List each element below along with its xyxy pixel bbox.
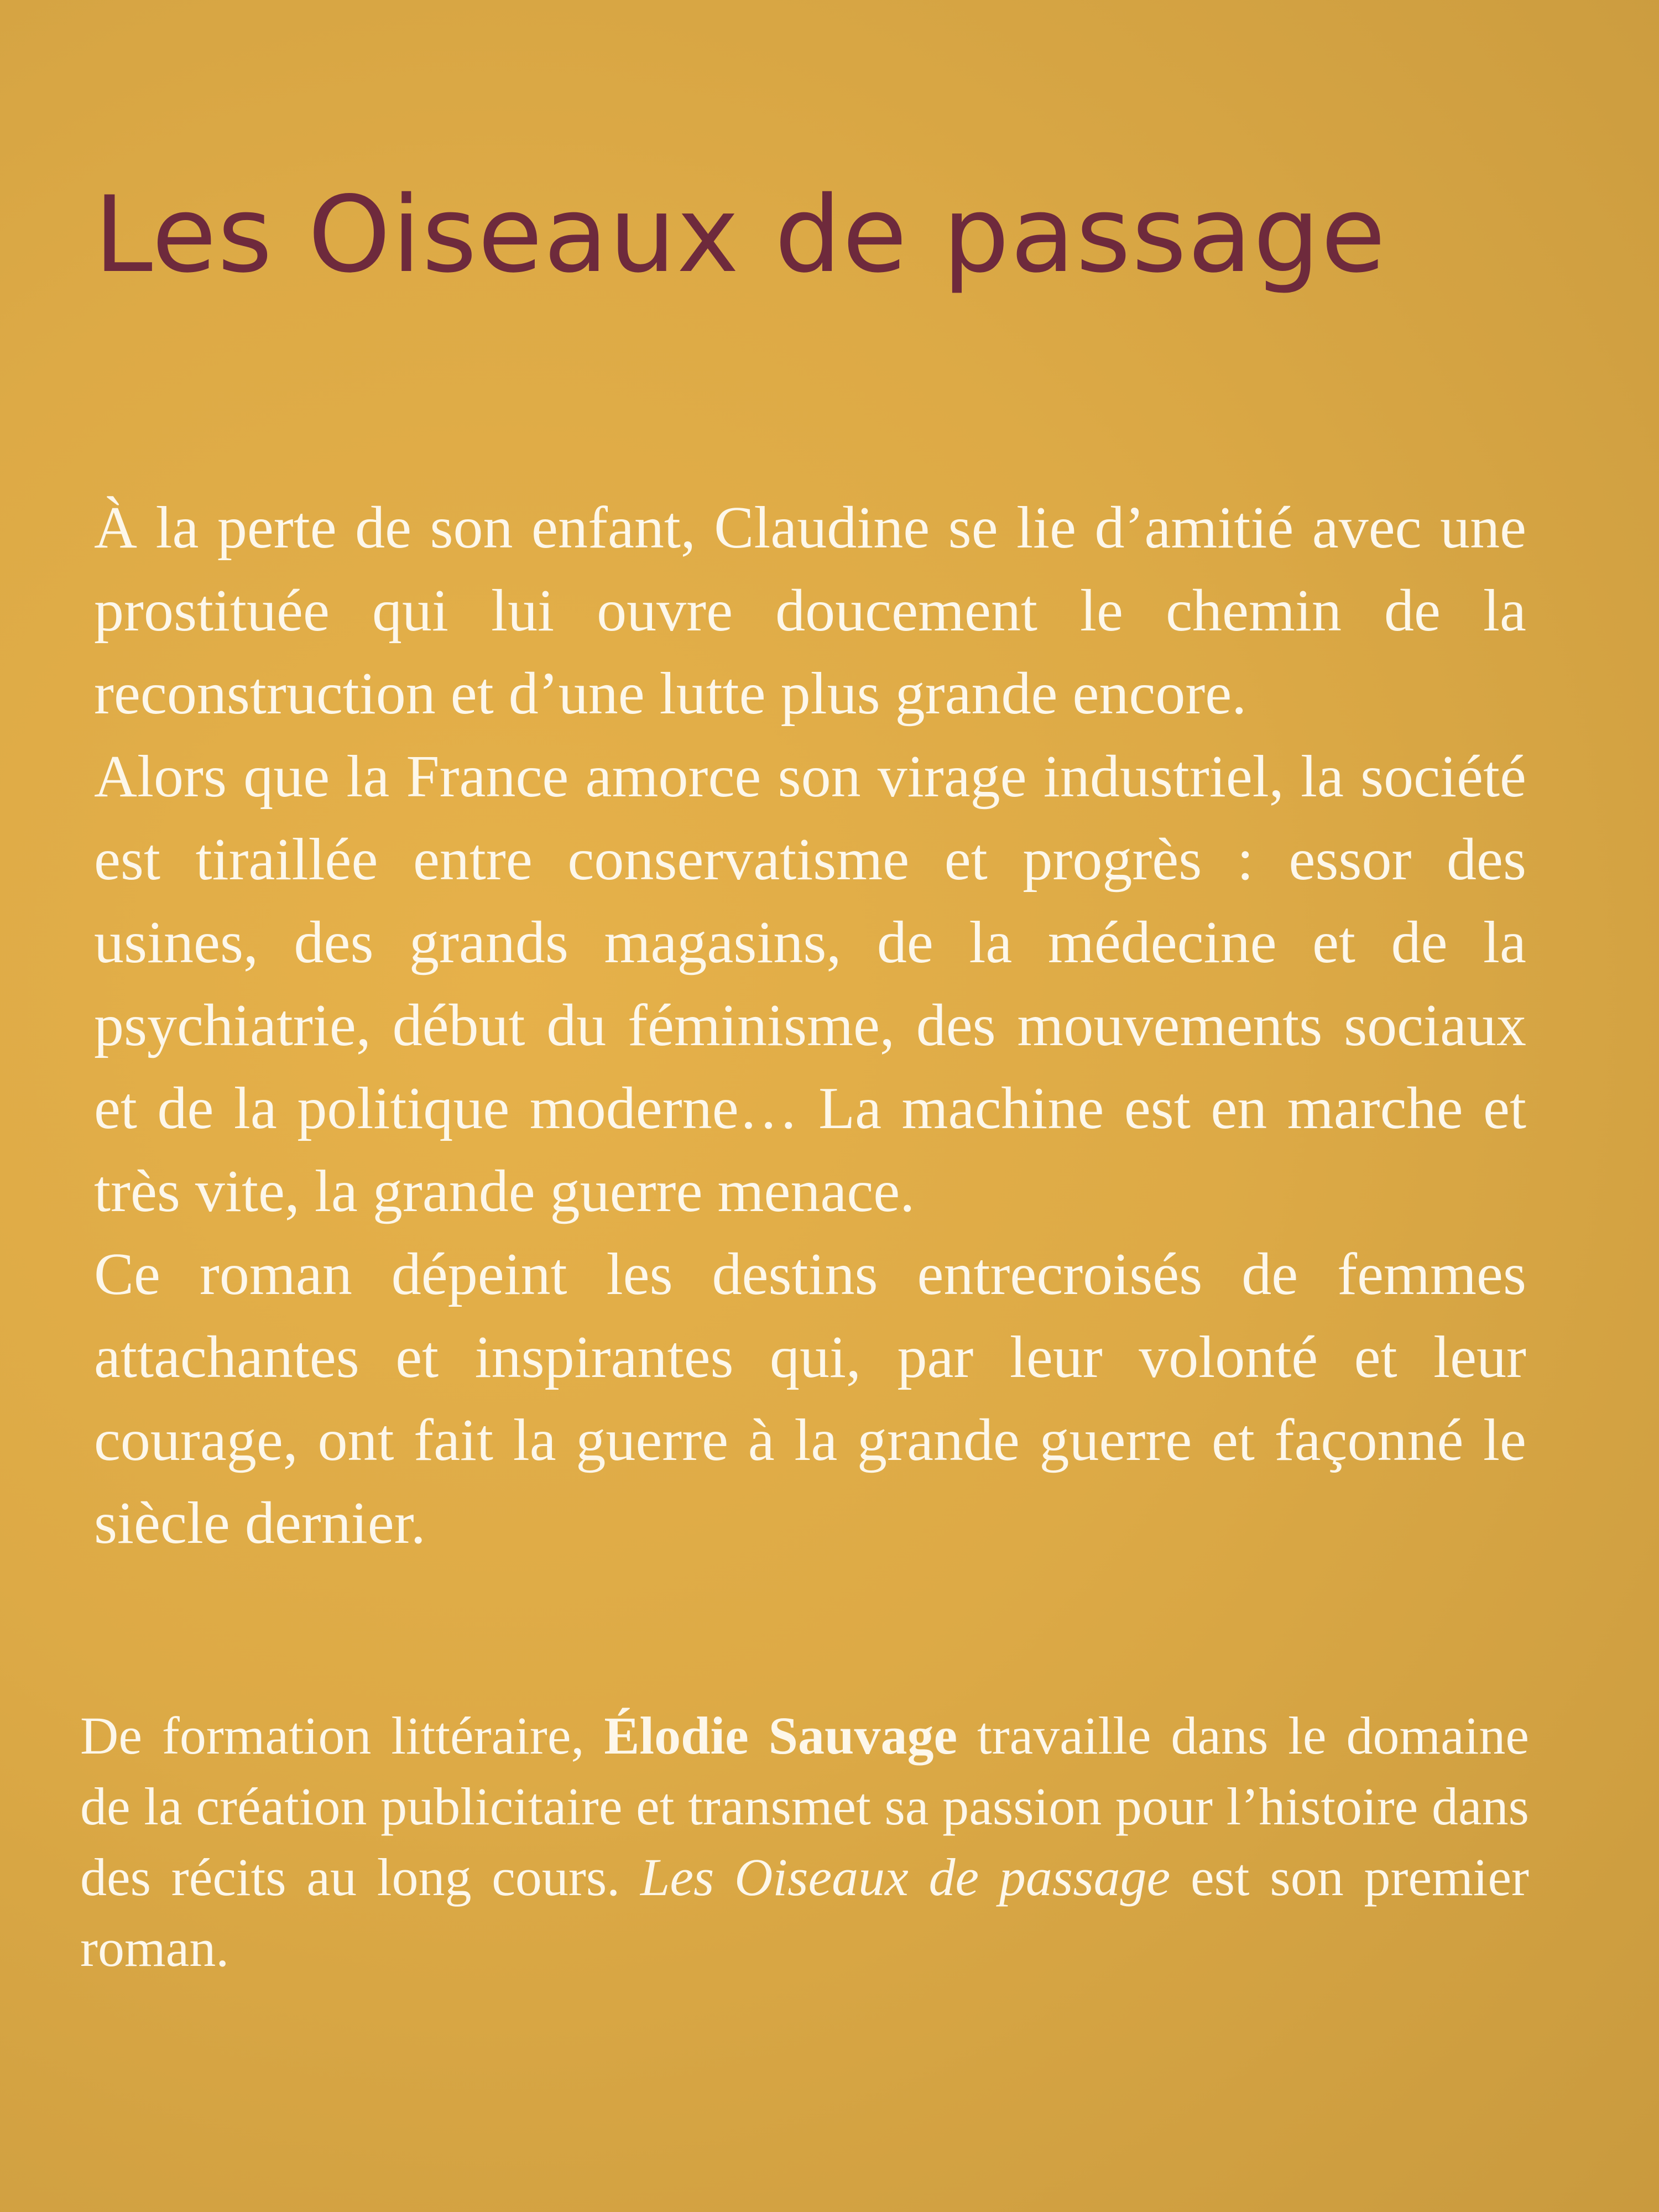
author-name: Élodie Sauvage [604, 1706, 958, 1765]
synopsis-paragraph: À la perte de son enfant, Claudine se lie d’amitié avec une prostituée qui lui ouvre doucement le chemin de la reconstruction et d’une lutte plus grande encore. [94, 495, 1526, 727]
book-title: Les Oiseaux de passage [94, 174, 1387, 296]
synopsis-paragraph: Ce roman dépeint les destins entrecroisés de femmes attachantes et inspirantes qui, par leur volonté et leur courage, ont fait la guerre à la grande guerre et façonné le siècle dernier. [94, 1241, 1526, 1556]
bio-book-title: Les Oiseaux de passage [640, 1848, 1171, 1907]
synopsis [94, 487, 1526, 1565]
synopsis-paragraph: Alors que la France amorce son virage industriel, la société est tiraillée entre conservatisme et progrès : essor des usines, des grands magasins, de la médecine et de la psychiatrie, début du féminisme, des mouvements sociaux et de la politique moderne… La machine est en marche et très vite, la grande guerre menace. [94, 744, 1526, 1224]
bio-intro: De formation littéraire, [80, 1706, 604, 1765]
bio-middle: travaille dans le domaine de la création publicitaire et transmet sa passion pour l’histoire dans des récits au long cours. [80, 1706, 1530, 1907]
author-bio [80, 1700, 1529, 1984]
bio-ending: est son premier roman. [80, 1848, 1530, 1978]
